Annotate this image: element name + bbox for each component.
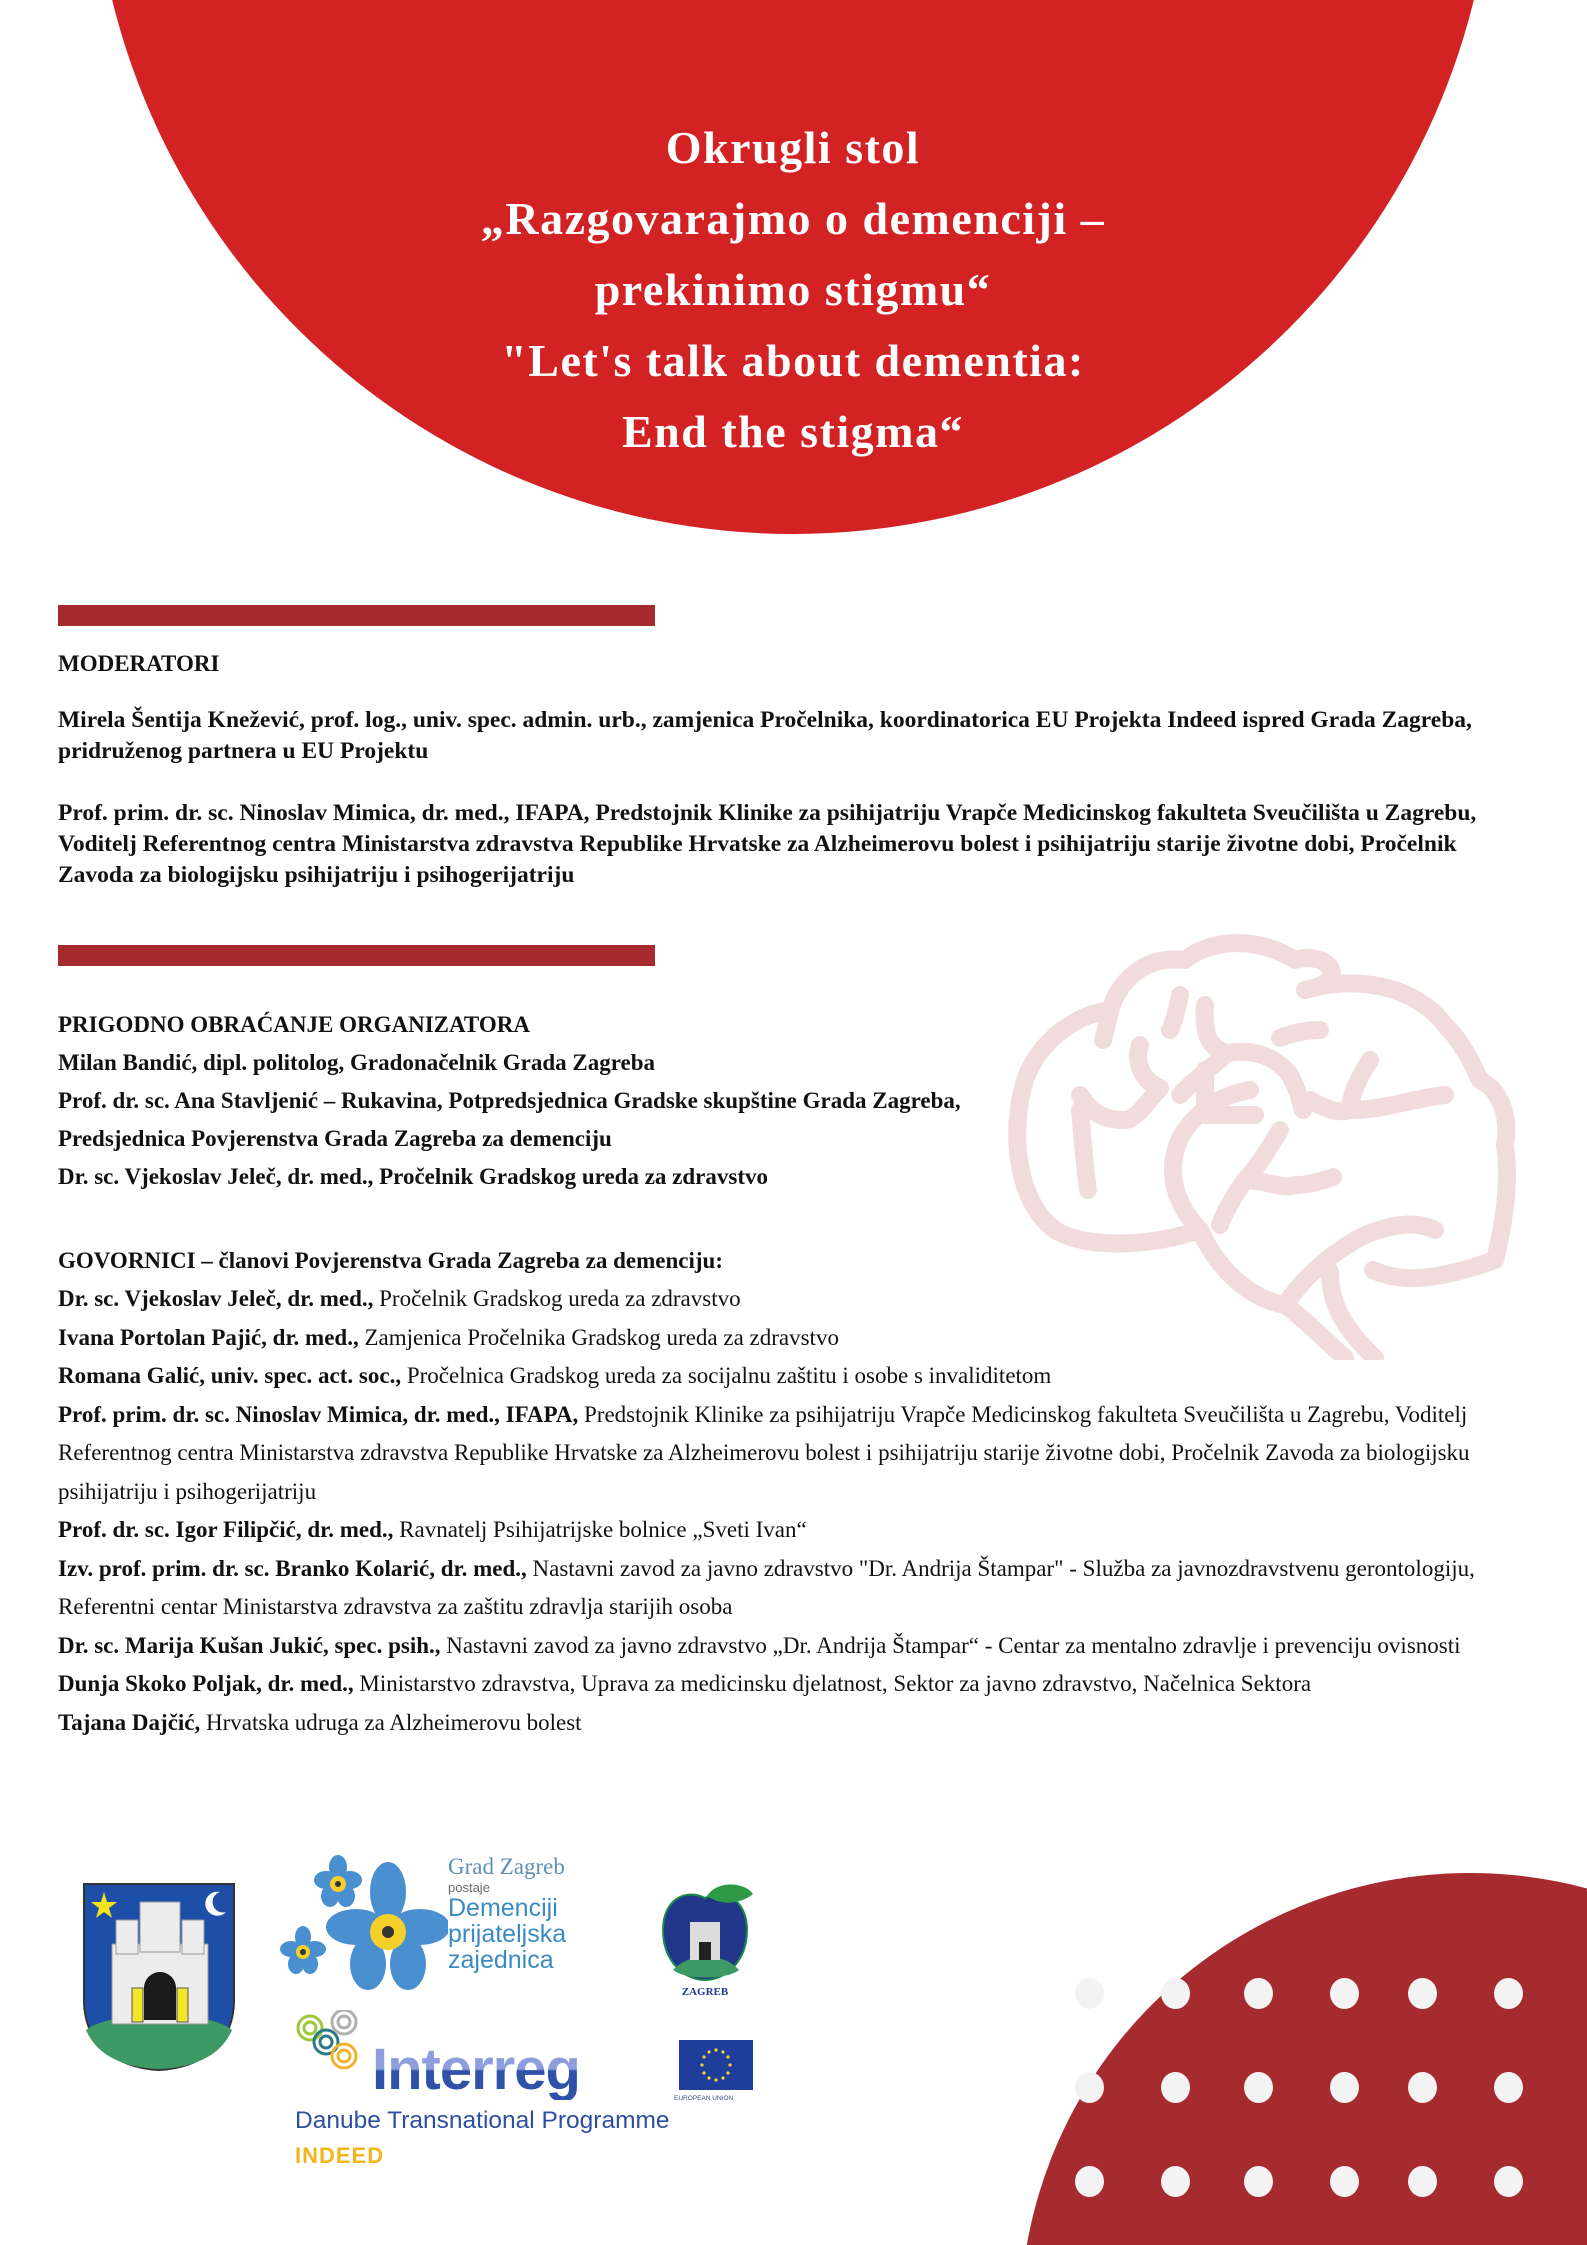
moderator-entry: Mirela Šentija Knežević, prof. log., univ. spec. admin. urb., zamjenica Pročelnika, koordinatorica EU Projekta Indeed ispred Grada Zagreba, pridruženog partnera u EU Projektu	[58, 707, 1472, 764]
interreg-circles-icon	[292, 2010, 372, 2085]
eu-label: EUROPEAN UNION	[674, 2095, 734, 2102]
title-line-3: prekinimo stigmu“	[594, 264, 992, 315]
dot-icon	[1330, 2166, 1359, 2197]
speaker-name: Dr. sc. Vjekoslav Jeleč, dr. med.,	[58, 1286, 374, 1311]
programme-name: Danube Transnational Programme	[295, 2107, 670, 2134]
dot-icon	[1408, 2166, 1437, 2197]
dementia-friendly-logo	[278, 1852, 618, 1992]
organizer-line: Prof. dr. sc. Ana Stavljenić – Rukavina, Potpredsjednica Gradske skupštine Grada Zagreba,	[58, 1088, 961, 1113]
speaker-entry	[58, 1511, 1538, 1550]
logo-line-zajednica: zajednica	[448, 1946, 554, 1974]
speaker-name: Prof. prim. dr. sc. Ninoslav Mimica, dr. med., IFAPA,	[58, 1401, 579, 1427]
speaker-entry	[58, 1396, 1538, 1512]
title-line-5: End the stigma“	[622, 406, 964, 457]
speaker-name: Dunja Skoko Poljak, dr. med.,	[58, 1671, 354, 1696]
speaker-role: Predstojnik Klinike za psihijatriju Vrapče Medicinskog fakulteta Sveučilišta u Zagrebu, Voditelj Referentnog centra Ministarstva zdravstva Republike Hrvatske za Alzheimerovu bolest i psihijatriju starije životne dobi, Pročelnik Zavoda za biologijsku psihijatriju i psihogerijatriju	[58, 1401, 1470, 1504]
speaker-entry	[58, 1280, 1538, 1319]
eu-flag-icon	[679, 2040, 753, 2090]
speaker-role: Ministarstvo zdravstva, Uprava za medicinsku djelatnost, Sektor za javno zdravstvo, Načelnica Sektora	[353, 1671, 1312, 1696]
dot-icon	[1494, 1978, 1523, 2009]
project-name: INDEED	[295, 2143, 385, 2168]
dot-icon	[1494, 2072, 1523, 2103]
speakers-section	[58, 1242, 1538, 1742]
title-line-4: "Let's talk about dementia:	[501, 335, 1085, 386]
moderator-entry: Prof. prim. dr. sc. Ninoslav Mimica, dr. med., IFAPA, Predstojnik Klinike za psihijatriju Vrapče Medicinskog fakulteta Sveučilišta u Zagrebu, Voditelj Referentnog centra Ministarstva zdravstva Republike Hrvatske za Alzheimerovu bolest i psihijatriju starije životne dobi, Pročelnik Zavoda za biologijsku psihijatriju i psihogerijatriju	[58, 800, 1477, 888]
title-line-1: Okrugli stol	[665, 122, 921, 173]
speaker-entry	[58, 1704, 1538, 1743]
section-divider-middle	[58, 945, 655, 966]
dot-icon	[1494, 2166, 1523, 2197]
organizer-line: Dr. sc. Vjekoslav Jeleč, dr. med., Pročelnik Gradskog ureda za zdravstvo	[58, 1164, 768, 1189]
dot-icon	[1075, 2072, 1104, 2103]
dot-icon	[1075, 2166, 1104, 2197]
dot-icon	[1161, 1978, 1190, 2009]
speaker-name: Romana Galić, univ. spec. act. soc.,	[58, 1363, 402, 1388]
interreg-wordmark: Interreg	[372, 2037, 580, 2102]
moderators-section	[58, 650, 1508, 891]
speaker-entry	[58, 1665, 1538, 1704]
dementia-friendly-text	[448, 1854, 566, 1973]
speaker-role: Zamjenica Pročelnika Gradskog ureda za zdravstvo	[358, 1324, 839, 1350]
moderators-heading: MODERATORI	[58, 651, 220, 676]
organizers-section	[58, 1006, 961, 1196]
speaker-name: Izv. prof. prim. dr. sc. Branko Kolarić, dr. med.,	[58, 1555, 527, 1581]
speaker-name: Dr. sc. Marija Kušan Jukić, spec. psih.,	[58, 1632, 441, 1658]
organizer-line: Predsjednica Povjerenstva Grada Zagreba za demenciju	[58, 1126, 612, 1151]
organizers-heading: PRIGODNO OBRAĆANJE ORGANIZATORA	[58, 1012, 530, 1037]
interreg-logo	[292, 2010, 772, 2180]
dot-icon	[1244, 2072, 1273, 2103]
healthy-city-apple-icon	[645, 1880, 765, 2000]
speakers-heading: GOVORNICI – članovi Povjerenstva Grada Zagreba za demenciju:	[58, 1248, 724, 1273]
healthy-city-zagreb-label: ZAGREB	[681, 1986, 729, 1998]
dot-icon	[1161, 2072, 1190, 2103]
zagreb-coat-of-arms-icon	[80, 1880, 240, 2072]
title-line-2: „Razgovarajmo o demenciji –	[480, 193, 1106, 244]
dot-icon	[1075, 1978, 1104, 2009]
speaker-role: Nastavni zavod za javno zdravstvo „Dr. Andrija Štampar“ - Centar za mentalno zdravlje i prevenciju ovisnosti	[440, 1632, 1461, 1658]
speaker-role: Pročelnik Gradskog ureda za zdravstvo	[373, 1286, 741, 1311]
dot-grid	[1075, 1978, 1545, 2208]
section-divider-top	[58, 605, 655, 626]
speaker-entry	[58, 1627, 1538, 1666]
speaker-entry	[58, 1357, 1538, 1396]
dot-icon	[1330, 2072, 1359, 2103]
speaker-name: Ivana Portolan Pajić, dr. med.,	[58, 1324, 359, 1350]
dot-icon	[1244, 2166, 1273, 2197]
dot-icon	[1408, 1978, 1437, 2009]
event-title	[293, 112, 1293, 467]
dot-icon	[1244, 1978, 1273, 2009]
speaker-entry	[58, 1319, 1538, 1358]
dot-icon	[1408, 2072, 1437, 2103]
speaker-entry	[58, 1550, 1538, 1627]
logo-postaje: postaje	[448, 1880, 490, 1895]
speaker-role: Hrvatska udruga za Alzheimerovu bolest	[200, 1709, 582, 1735]
logo-line-prijateljska: prijateljska	[448, 1920, 567, 1948]
logo-line-demenciji: Demenciji	[448, 1894, 558, 1922]
dot-icon	[1330, 1978, 1359, 2009]
speaker-role: Nastavni zavod za javno zdravstvo "Dr. Andrija Štampar" - Služba za javnozdravstvenu gerontologiju, Referentni centar Ministarstva zdravstva za zaštitu zdravlja starijih osoba	[58, 1555, 1475, 1619]
organizer-line: Milan Bandić, dipl. politolog, Gradonačelnik Grada Zagreba	[58, 1050, 656, 1075]
speaker-role: Ravnatelj Psihijatrijske bolnice „Sveti Ivan“	[393, 1517, 807, 1542]
speaker-name: Prof. dr. sc. Igor Filipčić, dr. med.,	[58, 1517, 394, 1542]
forget-me-not-flowers-icon	[278, 1852, 448, 1992]
logo-city-name: Grad Zagreb	[448, 1854, 565, 1879]
speaker-role: Pročelnica Gradskog ureda za socijalnu zaštitu i osobe s invaliditetom	[401, 1363, 1052, 1388]
dot-icon	[1161, 2166, 1190, 2197]
speaker-name: Tajana Dajčić,	[58, 1709, 201, 1735]
